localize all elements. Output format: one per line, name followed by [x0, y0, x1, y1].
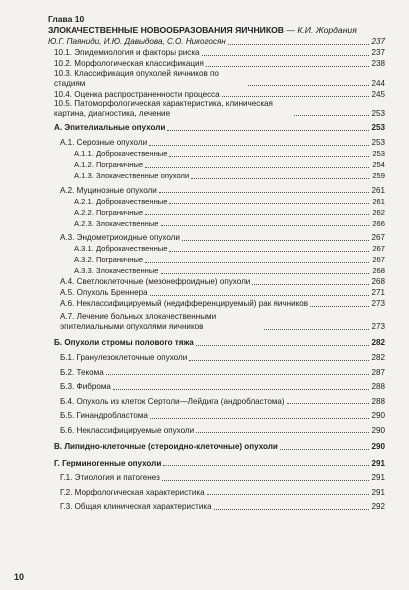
toc-entry-title: А.3.3. Злокачественные [74, 266, 159, 276]
toc-entry-title: Б.5. Гинандробластома [60, 411, 148, 421]
toc-section-title: Б. Опухоли стромы полового тяжа [54, 338, 194, 348]
page-number: 292 [371, 502, 385, 512]
page-number: 268 [371, 277, 385, 287]
toc-list [48, 47, 385, 512]
page-number: 282 [371, 352, 385, 362]
leader-dots [162, 472, 369, 481]
toc-entry[interactable] [48, 276, 385, 287]
toc-entry-title: А.1.3. Злокачественные опухоли [74, 170, 190, 180]
toc-entry-title: Б.2. Текома [60, 367, 104, 377]
toc-section[interactable] [48, 122, 385, 133]
leader-dots [169, 148, 369, 157]
leader-dots [113, 381, 369, 390]
leader-dots [150, 287, 369, 296]
toc-entry[interactable] [48, 287, 385, 298]
leader-dots [248, 77, 369, 86]
toc-entry[interactable] [48, 47, 385, 58]
leader-dots [214, 501, 369, 510]
toc-section[interactable] [48, 441, 385, 452]
leader-dots [163, 457, 369, 466]
toc-entry-title: Г.2. Морфологическая характеристика [60, 487, 205, 497]
page-number: 259 [372, 170, 385, 180]
leader-dots [280, 441, 369, 450]
page-number: 237 [371, 48, 385, 58]
page-number: 237 [371, 36, 385, 46]
toc-entry-title: Б.1. Гранулезоклеточные опухоли [60, 352, 188, 362]
toc-entry-title: А.5. Опухоль Бреннера [60, 288, 148, 298]
toc-entry[interactable] [48, 352, 385, 363]
toc-entry-title: Б.3. Фиброма [60, 382, 111, 392]
page-number: 267 [372, 255, 385, 265]
toc-entry[interactable] [48, 486, 385, 497]
toc-entry-title: А.2.1. Доброкачественные [74, 196, 168, 206]
leader-dots [149, 137, 369, 146]
page-number: 245 [371, 89, 385, 99]
page-number: 253 [371, 108, 385, 118]
toc-subentry[interactable] [48, 195, 385, 206]
page-number: 267 [372, 244, 385, 254]
leader-dots [294, 107, 369, 116]
page-number: 267 [371, 233, 385, 243]
leader-dots [207, 486, 369, 495]
page-number: 290 [371, 411, 385, 421]
toc-entry-title: А.2. Муцинозные опухоли [60, 185, 157, 195]
toc-entry-title: А.1. Серозные опухоли [60, 137, 148, 147]
page-number: 271 [371, 288, 385, 298]
toc-subentry[interactable] [48, 170, 385, 181]
page-number: 273 [371, 321, 385, 331]
page-number: 288 [371, 382, 385, 392]
toc-subentry[interactable] [48, 254, 385, 265]
leader-dots [287, 395, 369, 404]
toc-entry-title: А.2.2. Пограничные [74, 207, 144, 217]
page-number: 291 [371, 458, 385, 468]
leader-dots [169, 195, 369, 204]
toc-subentry[interactable] [48, 148, 385, 159]
toc-entry[interactable] [48, 99, 385, 118]
toc-subentry[interactable] [48, 159, 385, 170]
toc-entry[interactable] [48, 232, 385, 243]
toc-entry[interactable] [48, 298, 385, 309]
page-number: 282 [371, 338, 385, 348]
leader-dots [310, 298, 369, 307]
page-folio: 10 [14, 572, 25, 582]
page-number: 253 [372, 148, 385, 158]
toc-entry[interactable] [48, 137, 385, 148]
toc-section-title: А. Эпителиальные опухоли [54, 123, 166, 133]
leader-dots [228, 36, 369, 45]
toc-entry-title: А.6. Неклассифицируемый (недифференцируемый) рак яичников [60, 299, 309, 309]
leader-dots [222, 88, 369, 97]
page-number: 287 [371, 367, 385, 377]
page-number: 254 [372, 159, 385, 169]
page-number: 253 [371, 137, 385, 147]
toc-section-title: В. Липидно-клеточные (стероидно-клеточные) опухоли [54, 442, 278, 452]
page-number: 266 [372, 218, 385, 228]
page-number: 268 [372, 266, 385, 276]
leader-dots [206, 58, 369, 67]
page-number: 291 [371, 487, 385, 497]
chapter-dash: — [283, 25, 298, 35]
leader-dots [106, 366, 369, 375]
leader-dots [145, 254, 369, 263]
authors-line: Ю.Г. Паяниди, И.Ю. Давыдова, С.О. Никогосян [48, 36, 226, 46]
toc-entry-title: А.4. Светлоклеточные (мезонефроидные) опухоли [60, 277, 251, 287]
page-number: 262 [372, 207, 385, 217]
toc-entry[interactable] [48, 88, 385, 99]
leader-dots [189, 352, 369, 361]
leader-dots [182, 232, 369, 241]
toc-entry-title: А.3. Эндометриоидные опухоли [60, 233, 180, 243]
page-number: 273 [371, 299, 385, 309]
page-number: 238 [371, 59, 385, 69]
toc-section[interactable] [48, 337, 385, 348]
leader-dots [145, 159, 369, 168]
toc-entry-title: А.2.3. Злокачественные [74, 218, 159, 228]
toc-entry[interactable] [48, 58, 385, 69]
leader-dots [161, 265, 369, 274]
chapter-editor: К.И. Жордания [297, 25, 357, 35]
leader-dots [150, 410, 369, 419]
toc-entry-title: 10.4. Оценка распространенности процесса [54, 89, 220, 99]
toc-entry-title: Г.1. Этиология и патогенез [60, 473, 160, 483]
toc-entry[interactable] [48, 410, 385, 421]
leader-dots [145, 206, 369, 215]
leader-dots [167, 122, 369, 131]
leader-dots [252, 276, 369, 285]
authors-row[interactable] [48, 36, 385, 47]
page-number: 290 [371, 442, 385, 452]
leader-dots [264, 321, 370, 330]
toc-section-title: Г. Герминогенные опухоли [54, 458, 162, 468]
toc-entry-title: А.3.2. Пограничные [74, 255, 144, 265]
page-number: 290 [371, 425, 385, 435]
toc-entry[interactable] [48, 184, 385, 195]
chapter-label: Глава 10 [48, 14, 85, 24]
chapter-title: ЗЛОКАЧЕСТВЕННЫЕ НОВООБРАЗОВАНИЯ ЯИЧНИКОВ [48, 25, 284, 35]
toc-entry[interactable] [48, 312, 385, 331]
toc-entry-title: А.7. Лечение больных злокачественными эпителиальными опухолями яичников [60, 312, 217, 331]
leader-dots [159, 184, 369, 193]
toc-entry-title: 10.3. Классификация опухолей яичников по стадиям [54, 69, 219, 88]
leader-dots [169, 243, 369, 252]
page-number: 253 [371, 123, 385, 133]
page-number: 261 [371, 185, 385, 195]
toc-subentry[interactable] [48, 243, 385, 254]
toc-entry[interactable] [48, 69, 385, 88]
page-number: 288 [371, 396, 385, 406]
page-number: 291 [371, 473, 385, 483]
leader-dots [202, 47, 369, 56]
toc-entry-title: 10.1. Эпидемиология и факторы риска [54, 48, 200, 58]
toc-entry[interactable] [48, 366, 385, 377]
toc-entry-title: Б.4. Опухоль из клеток Сертоли—Лейдига (андробластома) [60, 396, 285, 406]
leader-dots [196, 337, 369, 346]
leader-dots [191, 170, 369, 179]
toc-entry-title: Б.6. Неклассифицируемые опухоли [60, 425, 195, 435]
toc-subentry[interactable] [48, 217, 385, 228]
toc-subentry[interactable] [48, 265, 385, 276]
toc-entry-title: 10.2. Морфологическая классификация [54, 59, 204, 69]
toc-entry-title: А.1.2. Пограничные [74, 159, 144, 169]
toc-entry-title: 10.5. Патоморфологическая характеристика, клиническая картина, диагностика, лечение [54, 99, 273, 118]
toc-entry-title: А.3.1. Доброкачественные [74, 244, 168, 254]
toc-entry-title: Г.3. Общая клиническая характеристика [60, 502, 212, 512]
toc-entry[interactable] [48, 472, 385, 483]
toc-entry[interactable] [48, 424, 385, 435]
toc-entry-title: А.1.1. Доброкачественные [74, 148, 168, 158]
toc-entry[interactable] [48, 501, 385, 512]
page-number: 244 [371, 78, 385, 88]
toc-entry[interactable] [48, 395, 385, 406]
toc-section[interactable] [48, 457, 385, 468]
leader-dots [196, 424, 369, 433]
page-number: 261 [372, 196, 385, 206]
toc-subentry[interactable] [48, 206, 385, 217]
leader-dots [161, 217, 369, 226]
toc-entry[interactable] [48, 381, 385, 392]
chapter-heading [48, 25, 385, 36]
